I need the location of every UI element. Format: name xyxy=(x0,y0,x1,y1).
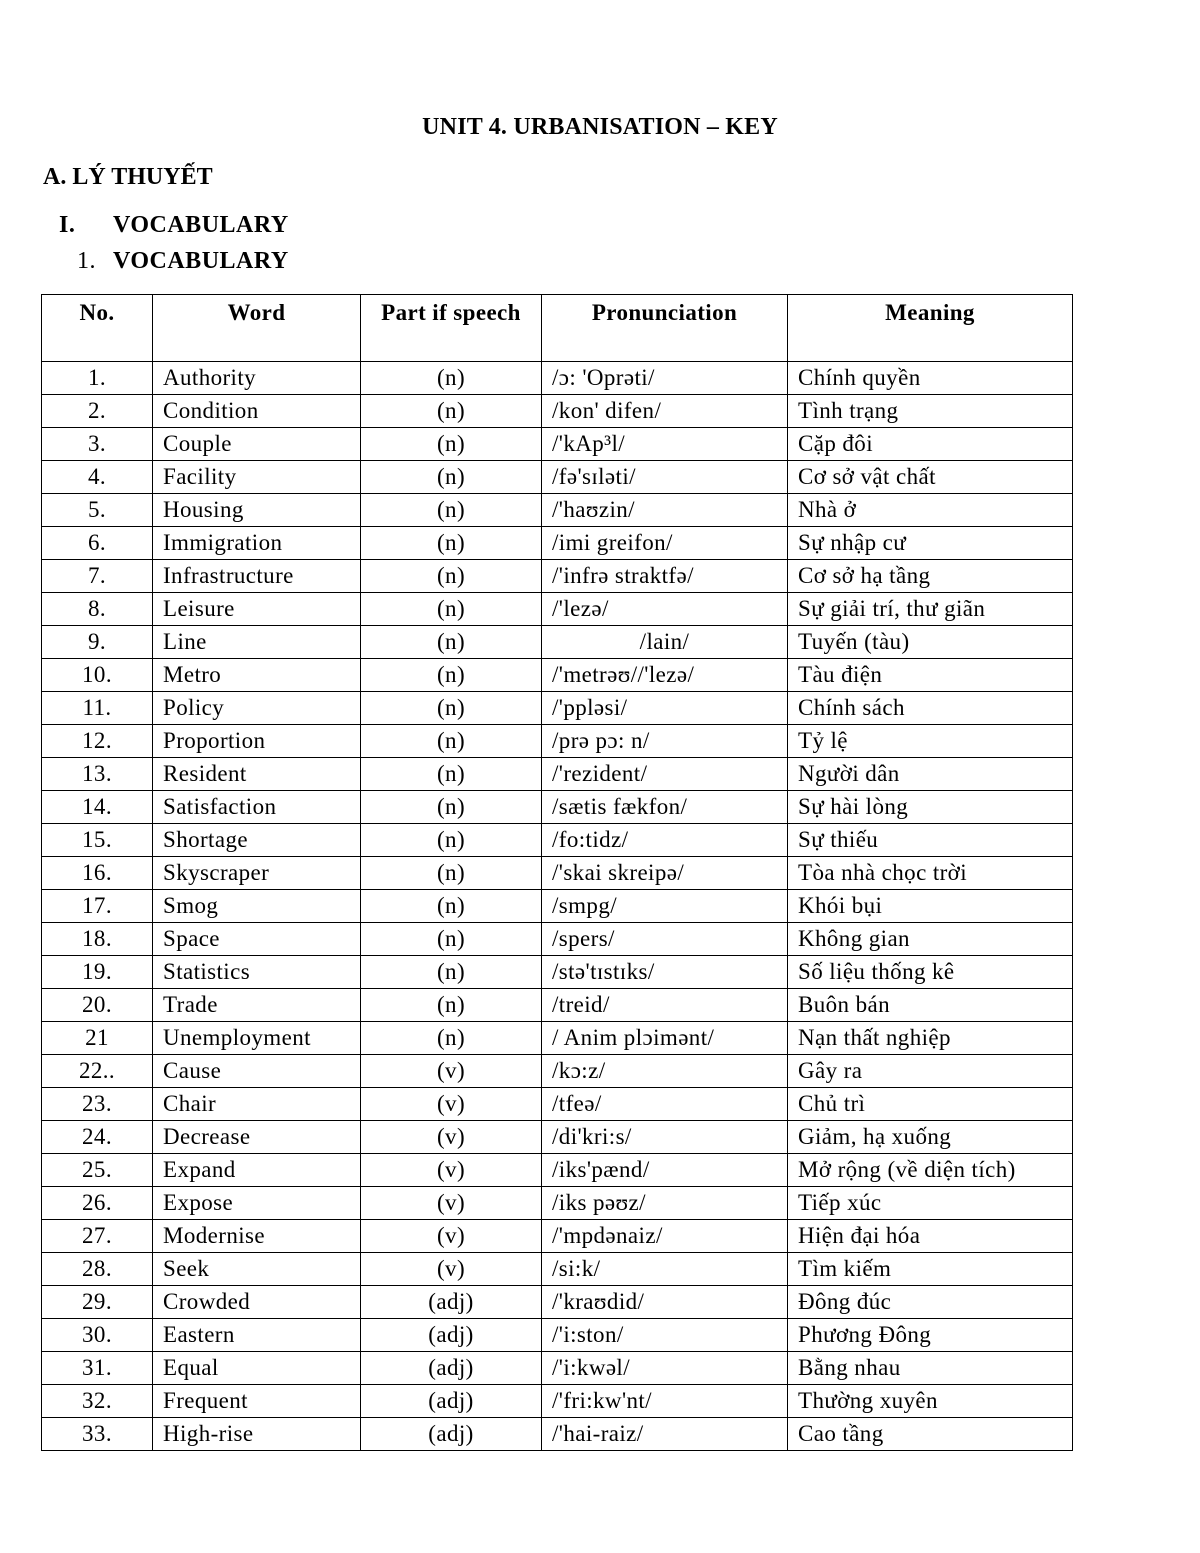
cell-pronunciation: /di'kri:s/ xyxy=(542,1121,788,1154)
cell-pronunciation: /tfeə/ xyxy=(542,1088,788,1121)
cell-number: 30. xyxy=(42,1319,153,1352)
cell-meaning: Hiện đại hóa xyxy=(788,1220,1073,1253)
cell-part-of-speech: (n) xyxy=(361,956,542,989)
cell-pronunciation: /'lezə/ xyxy=(542,593,788,626)
cell-meaning: Tàu điện xyxy=(788,659,1073,692)
cell-word: Seek xyxy=(153,1253,361,1286)
table-row xyxy=(42,428,1073,461)
cell-part-of-speech: (n) xyxy=(361,725,542,758)
table-row xyxy=(42,1319,1073,1352)
cell-pronunciation: /'metrəʊ//'lezə/ xyxy=(542,659,788,692)
cell-meaning: Đông đúc xyxy=(788,1286,1073,1319)
cell-pronunciation: /prə pɔ: n/ xyxy=(542,725,788,758)
cell-meaning: Sự thiếu xyxy=(788,824,1073,857)
vocabulary-table xyxy=(41,294,1073,1451)
cell-pronunciation: /sætis fækfon/ xyxy=(542,791,788,824)
table-row xyxy=(42,1286,1073,1319)
cell-word: Crowded xyxy=(153,1286,361,1319)
cell-number: 23. xyxy=(42,1088,153,1121)
cell-word: Unemployment xyxy=(153,1022,361,1055)
cell-meaning: Sự giải trí, thư giãn xyxy=(788,593,1073,626)
cell-word: Cause xyxy=(153,1055,361,1088)
cell-part-of-speech: (n) xyxy=(361,362,542,395)
table-row xyxy=(42,923,1073,956)
cell-pronunciation: /'i:kwəl/ xyxy=(542,1352,788,1385)
table-row xyxy=(42,527,1073,560)
cell-meaning: Tìm kiếm xyxy=(788,1253,1073,1286)
table-row xyxy=(42,1055,1073,1088)
cell-word: High-rise xyxy=(153,1418,361,1451)
cell-number: 9. xyxy=(42,626,153,659)
cell-number: 25. xyxy=(42,1154,153,1187)
cell-word: Equal xyxy=(153,1352,361,1385)
cell-meaning: Tình trạng xyxy=(788,395,1073,428)
table-body xyxy=(42,362,1073,1451)
cell-meaning: Phương Đông xyxy=(788,1319,1073,1352)
cell-meaning: Tiếp xúc xyxy=(788,1187,1073,1220)
cell-meaning: Cặp đôi xyxy=(788,428,1073,461)
cell-part-of-speech: (n) xyxy=(361,1022,542,1055)
table-row xyxy=(42,857,1073,890)
cell-pronunciation: /'haʊzin/ xyxy=(542,494,788,527)
cell-part-of-speech: (n) xyxy=(361,692,542,725)
cell-part-of-speech: (n) xyxy=(361,791,542,824)
cell-meaning: Chủ trì xyxy=(788,1088,1073,1121)
table-row xyxy=(42,1220,1073,1253)
cell-number: 31. xyxy=(42,1352,153,1385)
table-row xyxy=(42,593,1073,626)
cell-word: Resident xyxy=(153,758,361,791)
cell-pronunciation: /iks'pænd/ xyxy=(542,1154,788,1187)
cell-part-of-speech: (n) xyxy=(361,461,542,494)
cell-number: 16. xyxy=(42,857,153,890)
cell-meaning: Thường xuyên xyxy=(788,1385,1073,1418)
cell-word: Frequent xyxy=(153,1385,361,1418)
cell-number: 7. xyxy=(42,560,153,593)
cell-word: Metro xyxy=(153,659,361,692)
cell-pronunciation: /'infrə straktfə/ xyxy=(542,560,788,593)
column-header-part-of-speech: Part if speech xyxy=(361,295,542,362)
cell-part-of-speech: (n) xyxy=(361,758,542,791)
cell-word: Couple xyxy=(153,428,361,461)
cell-part-of-speech: (v) xyxy=(361,1187,542,1220)
cell-meaning: Chính sách xyxy=(788,692,1073,725)
cell-meaning: Giảm, hạ xuống xyxy=(788,1121,1073,1154)
table-row xyxy=(42,560,1073,593)
table-row xyxy=(42,890,1073,923)
cell-word: Facility xyxy=(153,461,361,494)
page-title: UNIT 4. URBANISATION – KEY xyxy=(422,114,778,140)
table-row xyxy=(42,626,1073,659)
cell-pronunciation: /'skai skreipə/ xyxy=(542,857,788,890)
cell-meaning: Buôn bán xyxy=(788,989,1073,1022)
cell-meaning: Khói bụi xyxy=(788,890,1073,923)
cell-word: Leisure xyxy=(153,593,361,626)
cell-pronunciation: /si:k/ xyxy=(542,1253,788,1286)
table-row xyxy=(42,1253,1073,1286)
cell-word: Authority xyxy=(153,362,361,395)
cell-number: 32. xyxy=(42,1385,153,1418)
cell-number: 6. xyxy=(42,527,153,560)
table-row xyxy=(42,1121,1073,1154)
cell-pronunciation: /'hai-raiz/ xyxy=(542,1418,788,1451)
cell-part-of-speech: (adj) xyxy=(361,1352,542,1385)
table-header-row xyxy=(42,295,1073,362)
cell-word: Smog xyxy=(153,890,361,923)
table-row xyxy=(42,989,1073,1022)
table-row xyxy=(42,362,1073,395)
cell-word: Proportion xyxy=(153,725,361,758)
cell-part-of-speech: (n) xyxy=(361,626,542,659)
cell-number: 28. xyxy=(42,1253,153,1286)
cell-number: 14. xyxy=(42,791,153,824)
cell-word: Infrastructure xyxy=(153,560,361,593)
cell-meaning: Sự nhập cư xyxy=(788,527,1073,560)
vocabulary-subheading xyxy=(77,248,289,275)
cell-number: 3. xyxy=(42,428,153,461)
table-row xyxy=(42,494,1073,527)
table-row xyxy=(42,1385,1073,1418)
cell-word: Expose xyxy=(153,1187,361,1220)
cell-number: 8. xyxy=(42,593,153,626)
cell-number: 13. xyxy=(42,758,153,791)
cell-part-of-speech: (adj) xyxy=(361,1418,542,1451)
cell-meaning: Người dân xyxy=(788,758,1073,791)
column-header-no: No. xyxy=(42,295,153,362)
cell-word: Shortage xyxy=(153,824,361,857)
cell-pronunciation: / Anim plɔimənt/ xyxy=(542,1022,788,1055)
cell-pronunciation: /spers/ xyxy=(542,923,788,956)
cell-part-of-speech: (n) xyxy=(361,989,542,1022)
cell-part-of-speech: (n) xyxy=(361,395,542,428)
cell-pronunciation: /kɔ:z/ xyxy=(542,1055,788,1088)
cell-number: 19. xyxy=(42,956,153,989)
cell-word: Expand xyxy=(153,1154,361,1187)
cell-pronunciation: /'kraʊdid/ xyxy=(542,1286,788,1319)
cell-meaning: Cơ sở vật chất xyxy=(788,461,1073,494)
cell-pronunciation: /smpg/ xyxy=(542,890,788,923)
cell-word: Modernise xyxy=(153,1220,361,1253)
cell-part-of-speech: (adj) xyxy=(361,1286,542,1319)
cell-pronunciation: /lain/ xyxy=(542,626,788,659)
cell-part-of-speech: (v) xyxy=(361,1220,542,1253)
subheading-number: 1. xyxy=(77,248,96,274)
cell-number: 5. xyxy=(42,494,153,527)
cell-meaning: Tòa nhà chọc trời xyxy=(788,857,1073,890)
cell-part-of-speech: (n) xyxy=(361,923,542,956)
table-row xyxy=(42,692,1073,725)
table-row xyxy=(42,758,1073,791)
cell-word: Decrease xyxy=(153,1121,361,1154)
column-header-pronunciation: Pronunciation xyxy=(542,295,788,362)
cell-pronunciation: /iks pəʊz/ xyxy=(542,1187,788,1220)
cell-word: Chair xyxy=(153,1088,361,1121)
cell-number: 18. xyxy=(42,923,153,956)
table-row xyxy=(42,824,1073,857)
cell-word: Immigration xyxy=(153,527,361,560)
cell-pronunciation: /fo:tidz/ xyxy=(542,824,788,857)
cell-pronunciation: /'rezident/ xyxy=(542,758,788,791)
cell-pronunciation: /'kAp³l/ xyxy=(542,428,788,461)
cell-number: 20. xyxy=(42,989,153,1022)
cell-number: 2. xyxy=(42,395,153,428)
subheading-text: VOCABULARY xyxy=(113,248,289,274)
heading-number: I. xyxy=(59,212,76,238)
table-row xyxy=(42,956,1073,989)
cell-word: Policy xyxy=(153,692,361,725)
cell-meaning: Bằng nhau xyxy=(788,1352,1073,1385)
cell-pronunciation: /'i:ston/ xyxy=(542,1319,788,1352)
cell-part-of-speech: (n) xyxy=(361,494,542,527)
cell-meaning: Mở rộng (về diện tích) xyxy=(788,1154,1073,1187)
table-row xyxy=(42,1187,1073,1220)
table-row xyxy=(42,461,1073,494)
cell-number: 21 xyxy=(42,1022,153,1055)
cell-pronunciation: /ɔ: 'Oprəti/ xyxy=(542,362,788,395)
cell-pronunciation: /imi greifon/ xyxy=(542,527,788,560)
cell-meaning: Cao tầng xyxy=(788,1418,1073,1451)
cell-meaning: Nạn thất nghiệp xyxy=(788,1022,1073,1055)
cell-part-of-speech: (n) xyxy=(361,527,542,560)
cell-number: 4. xyxy=(42,461,153,494)
cell-meaning: Cơ sở hạ tầng xyxy=(788,560,1073,593)
table-row xyxy=(42,659,1073,692)
table-row xyxy=(42,1418,1073,1451)
cell-part-of-speech: (adj) xyxy=(361,1319,542,1352)
cell-number: 12. xyxy=(42,725,153,758)
cell-pronunciation: /treid/ xyxy=(542,989,788,1022)
cell-number: 17. xyxy=(42,890,153,923)
cell-meaning: Không gian xyxy=(788,923,1073,956)
cell-part-of-speech: (n) xyxy=(361,824,542,857)
table-row xyxy=(42,725,1073,758)
cell-part-of-speech: (n) xyxy=(361,857,542,890)
cell-part-of-speech: (n) xyxy=(361,659,542,692)
cell-number: 15. xyxy=(42,824,153,857)
cell-meaning: Sự hài lòng xyxy=(788,791,1073,824)
cell-meaning: Nhà ở xyxy=(788,494,1073,527)
cell-pronunciation: /'mpdənaiz/ xyxy=(542,1220,788,1253)
cell-number: 1. xyxy=(42,362,153,395)
column-header-meaning: Meaning xyxy=(788,295,1073,362)
cell-pronunciation: /kon' difen/ xyxy=(542,395,788,428)
table-row xyxy=(42,1022,1073,1055)
cell-number: 24. xyxy=(42,1121,153,1154)
cell-part-of-speech: (n) xyxy=(361,593,542,626)
cell-word: Satisfaction xyxy=(153,791,361,824)
cell-part-of-speech: (v) xyxy=(361,1253,542,1286)
section-heading-a: A. LÝ THUYẾT xyxy=(43,164,213,190)
table-row xyxy=(42,1352,1073,1385)
vocabulary-heading xyxy=(59,212,289,239)
cell-pronunciation: /stə'tɪstɪks/ xyxy=(542,956,788,989)
cell-part-of-speech: (v) xyxy=(361,1121,542,1154)
cell-number: 27. xyxy=(42,1220,153,1253)
cell-number: 33. xyxy=(42,1418,153,1451)
cell-word: Line xyxy=(153,626,361,659)
cell-meaning: Tuyến (tàu) xyxy=(788,626,1073,659)
cell-meaning: Tỷ lệ xyxy=(788,725,1073,758)
column-header-word: Word xyxy=(153,295,361,362)
cell-word: Housing xyxy=(153,494,361,527)
cell-part-of-speech: (v) xyxy=(361,1088,542,1121)
cell-part-of-speech: (n) xyxy=(361,560,542,593)
table-row xyxy=(42,1088,1073,1121)
cell-meaning: Chính quyền xyxy=(788,362,1073,395)
cell-meaning: Số liệu thống kê xyxy=(788,956,1073,989)
table-row xyxy=(42,1154,1073,1187)
cell-word: Eastern xyxy=(153,1319,361,1352)
cell-meaning: Gây ra xyxy=(788,1055,1073,1088)
cell-number: 22.. xyxy=(42,1055,153,1088)
heading-text: VOCABULARY xyxy=(113,212,289,238)
cell-word: Trade xyxy=(153,989,361,1022)
cell-part-of-speech: (adj) xyxy=(361,1385,542,1418)
cell-part-of-speech: (v) xyxy=(361,1154,542,1187)
cell-part-of-speech: (v) xyxy=(361,1055,542,1088)
cell-word: Skyscraper xyxy=(153,857,361,890)
cell-number: 11. xyxy=(42,692,153,725)
cell-word: Condition xyxy=(153,395,361,428)
cell-number: 29. xyxy=(42,1286,153,1319)
table-row xyxy=(42,395,1073,428)
cell-pronunciation: /fə'sɪləti/ xyxy=(542,461,788,494)
cell-part-of-speech: (n) xyxy=(361,890,542,923)
cell-pronunciation: /'ppləsi/ xyxy=(542,692,788,725)
cell-word: Statistics xyxy=(153,956,361,989)
cell-word: Space xyxy=(153,923,361,956)
cell-part-of-speech: (n) xyxy=(361,428,542,461)
cell-number: 26. xyxy=(42,1187,153,1220)
table-row xyxy=(42,791,1073,824)
cell-number: 10. xyxy=(42,659,153,692)
cell-pronunciation: /'fri:kw'nt/ xyxy=(542,1385,788,1418)
